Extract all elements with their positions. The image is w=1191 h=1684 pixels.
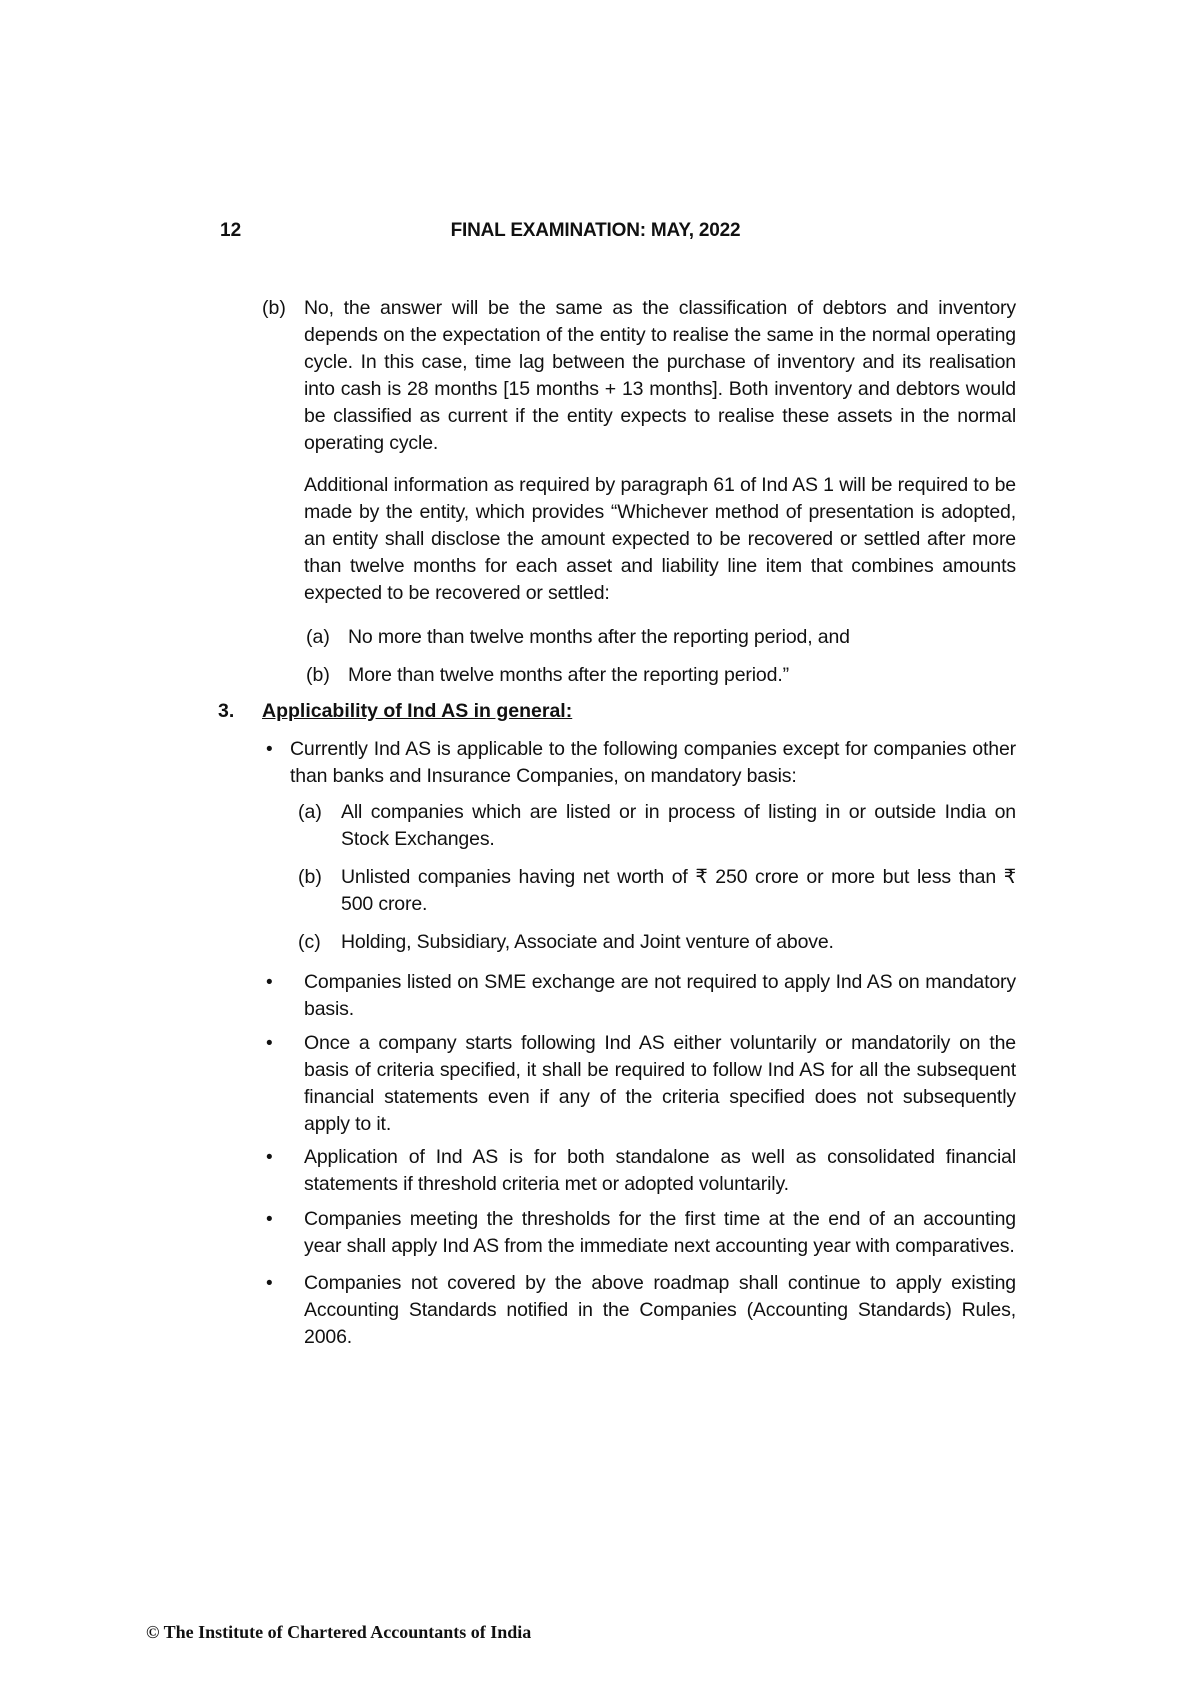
applicable-sub-b-label: (b) (298, 866, 322, 888)
answer-b-paragraph-2: Additional information as required by paragraph 61 of Ind AS 1 will be required to be made by the entity, which provides “Whichever method of presentation is adopted, an entity shall disclose the amount expected to be recovered or settled after more than twelve months for each asset and liability line item that combines amounts expected to be recovered or settled: (304, 474, 1016, 604)
applicable-sub-a-label: (a) (298, 801, 322, 823)
section-3-title: Applicability of Ind AS in general: (262, 700, 573, 722)
section-3-number: 3. (218, 700, 235, 722)
bullet-thresholds-first-time: Companies meeting the thresholds for the first time at the end of an accounting year shall apply Ind AS from the immediate next accounting year with comparatives. (304, 1208, 1016, 1257)
footer-copyright: © The Institute of Chartered Accountants of India (146, 1622, 532, 1642)
bullet-sme-exchange: Companies listed on SME exchange are not required to apply Ind AS on mandatory basis. (304, 971, 1016, 1020)
bullet-icon: • (266, 1273, 273, 1294)
applicable-sub-b-text: Unlisted companies having net worth of ₹ 250 crore or more but less than ₹ 500 crore. (341, 866, 1016, 915)
bullet-icon: • (266, 1033, 273, 1054)
bullet-icon: • (266, 1209, 273, 1230)
answer-b-paragraph-1: No, the answer will be the same as the classification of debtors and inventory depends on the expectation of the entity to realise the same in the normal operating cycle. In this case, time lag between the purchase of inventory and its realisation into cash is 28 months [15 months + 13 months]. Both inventory and debtors would be classified as current if the entity expects to realise these assets in the normal operating cycle. (304, 297, 1016, 454)
bullet-standalone-consolidated: Application of Ind AS is for both standalone as well as consolidated financial statements if threshold criteria met or adopted voluntarily. (304, 1146, 1016, 1195)
answer-b-label: (b) (262, 297, 286, 319)
applicable-sub-c-label: (c) (298, 931, 321, 953)
applicable-sub-c-text: Holding, Subsidiary, Associate and Joint venture of above. (341, 931, 834, 953)
bullet-once-a-company: Once a company starts following Ind AS either voluntarily or mandatorily on the basis of criteria specified, it shall be required to follow Ind AS for all the subsequent financial statements even if any of the criteria specified does not subsequently apply to it. (304, 1032, 1016, 1135)
bullet-currently-ind-as (290, 736, 1016, 790)
bullet-icon: • (266, 739, 273, 760)
applicable-sub-a-text: All companies which are listed or in process of listing in or outside India on Stock Exchanges. (341, 801, 1016, 850)
page-number: 12 (220, 220, 242, 241)
bullet-currently-ind-as-text: Currently Ind AS is applicable to the following companies except for companies other than banks and Insurance Companies, on mandatory basis: (290, 738, 1016, 787)
bullet-icon: • (266, 972, 273, 993)
bullet-icon: • (266, 1147, 273, 1168)
answer-b-sub-a-label: (a) (306, 626, 330, 648)
answer-b-sub-b-text: More than twelve months after the reporting period.” (348, 664, 789, 686)
answer-b-sub-a-text: No more than twelve months after the reporting period, and (348, 626, 850, 648)
page-header-title: FINAL EXAMINATION: MAY, 2022 (450, 220, 741, 241)
answer-b-sub-b-label: (b) (306, 664, 330, 686)
bullet-not-covered-roadmap: Companies not covered by the above roadmap shall continue to apply existing Accounting Standards notified in the Companies (Accounting Standards) Rules, 2006. (304, 1272, 1016, 1348)
